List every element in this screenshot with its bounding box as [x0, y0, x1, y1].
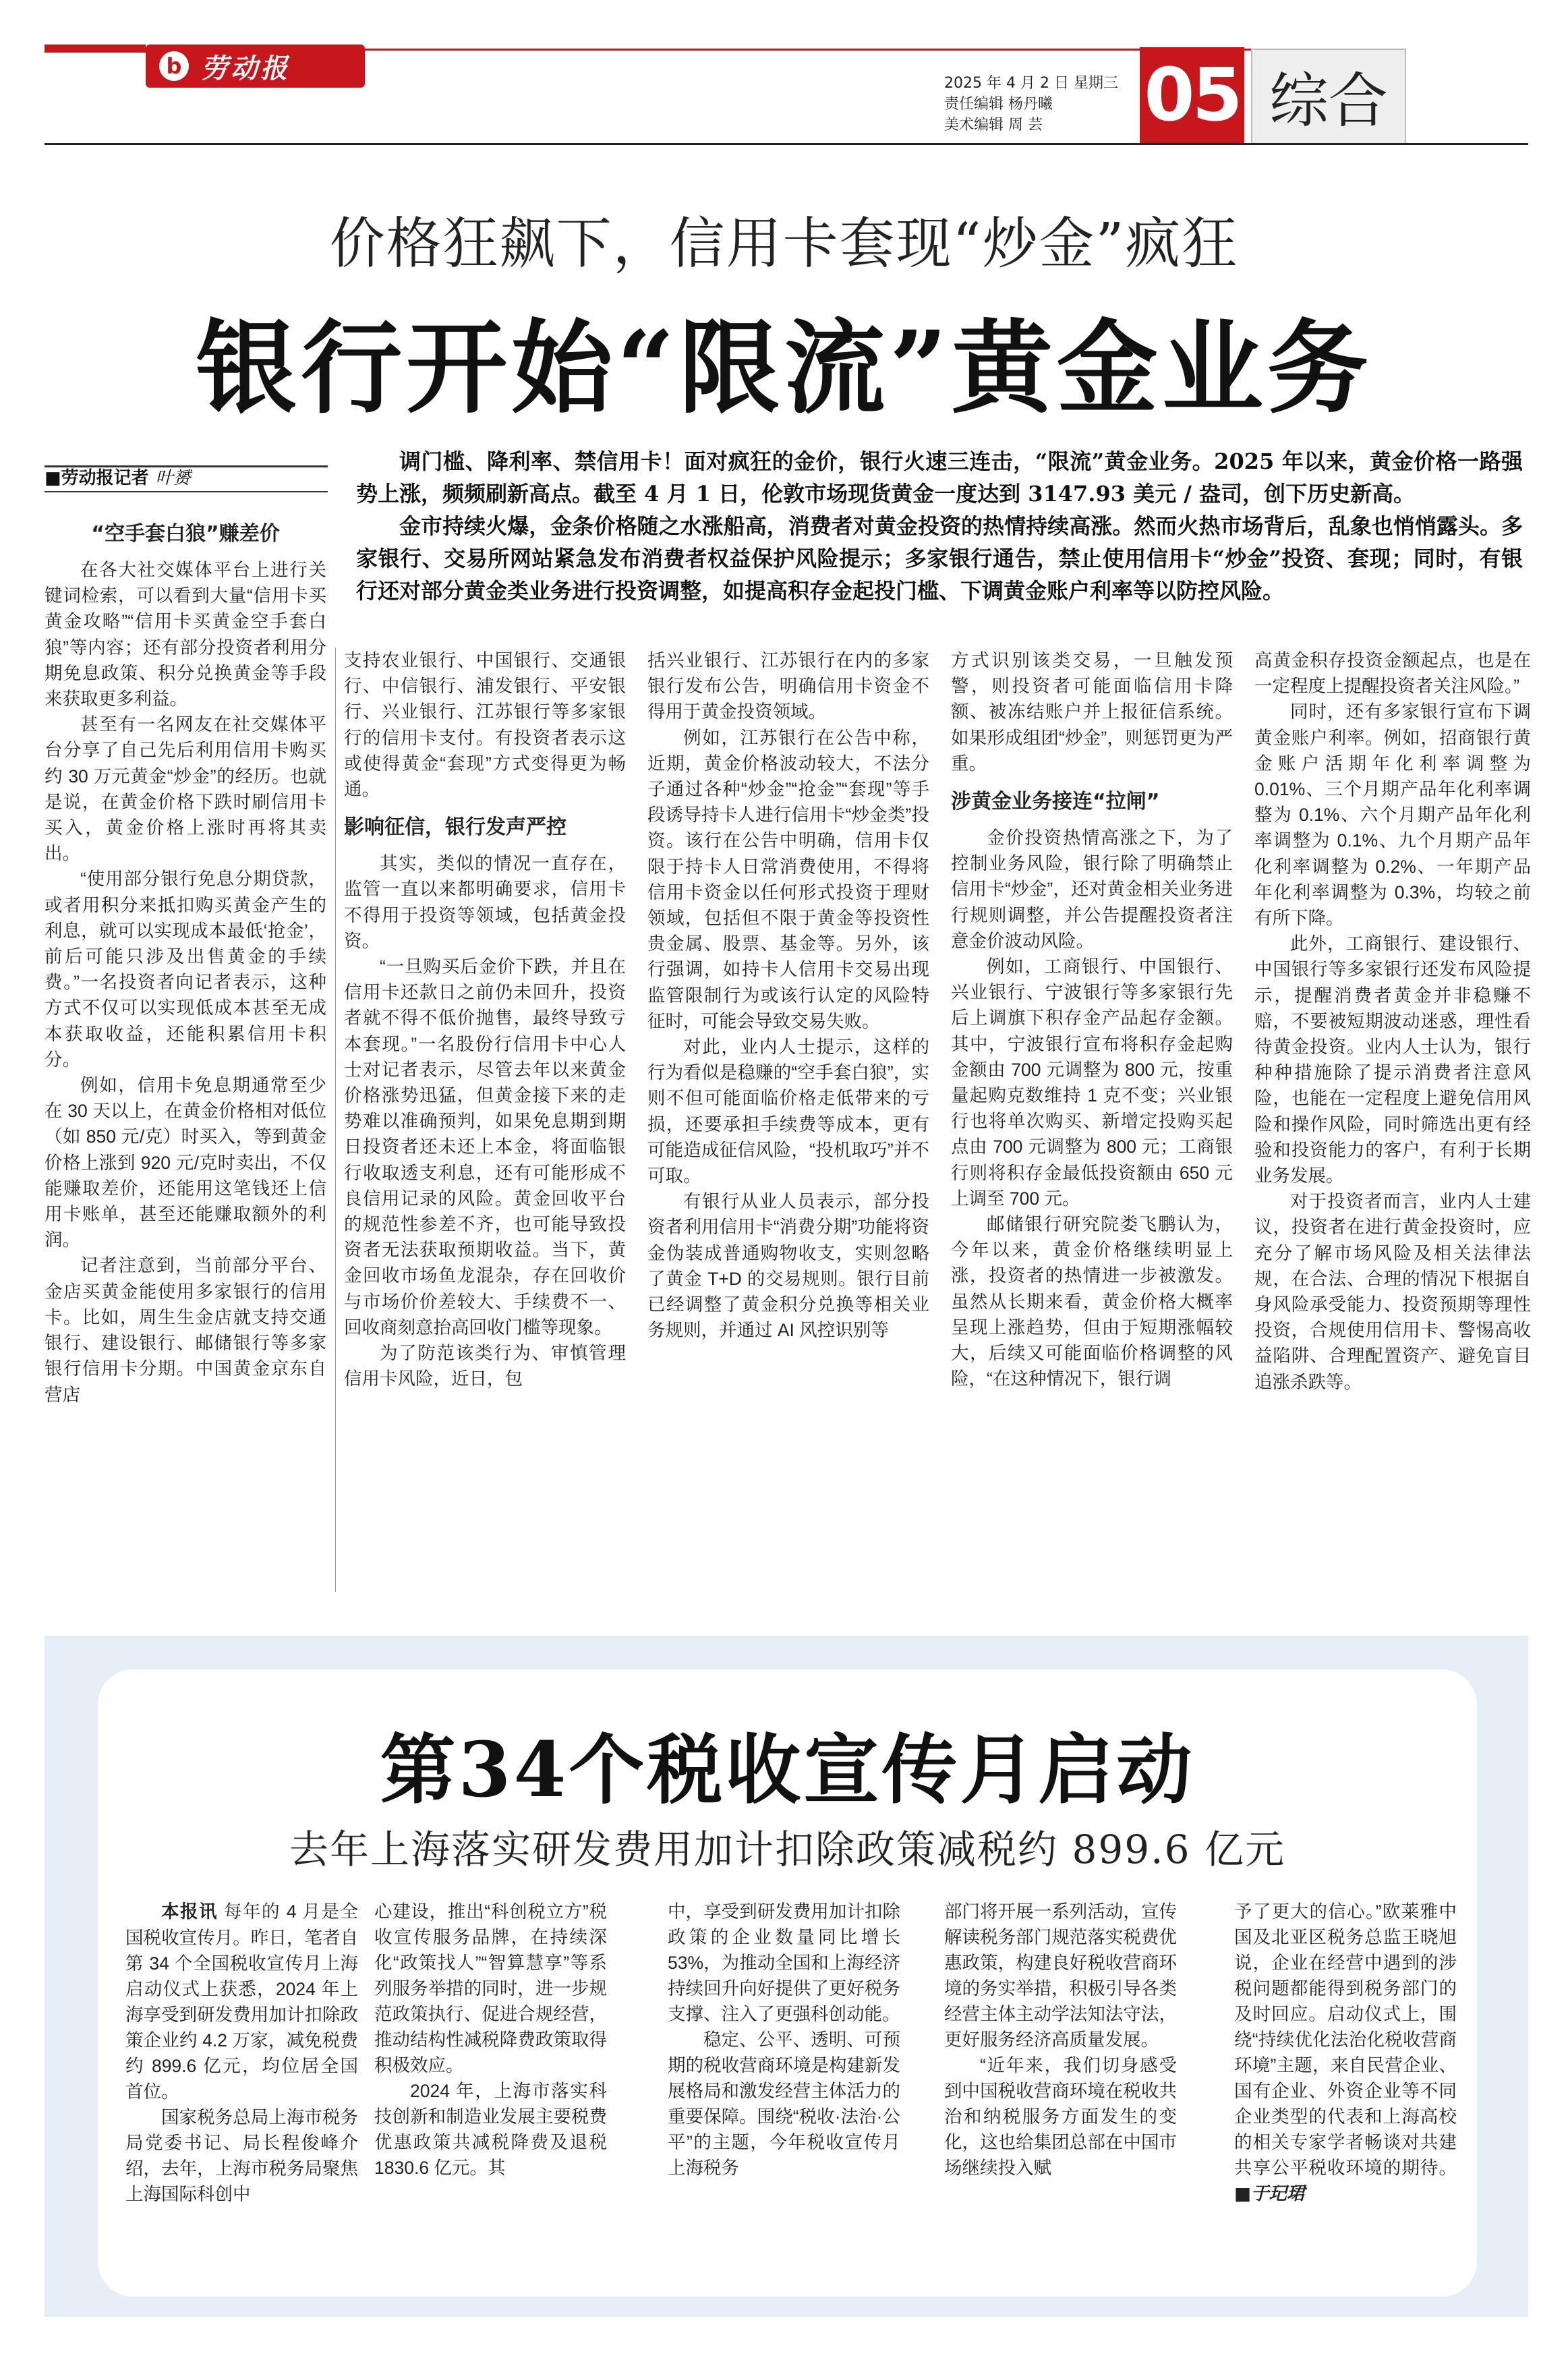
- body-paragraph: 记者注意到，当前部分平台、金店买黄金能使用多家银行的信用卡。比如，周生生金店就支持交通银行、建设银行、邮储银行等多家银行信用卡分期。中国黄金京东自营店: [45, 1255, 326, 1405]
- section-subhead: “空手套白狼”赚差价: [91, 522, 280, 546]
- masthead-bottom-rule: [45, 143, 1528, 145]
- body-paragraph: 有银行从业人员表示，部分投资者利用信用卡“消费分期”功能将资金伪装成普通购物收支，实则忽略了黄金 T+D 的交易规则。银行目前已经调整了黄金积分兑换等相关业务规则，并通过 AI 风控识别等: [647, 1191, 929, 1341]
- tax-column-1: [125, 1899, 358, 2266]
- article-column-5: [1254, 648, 1531, 1585]
- issue-info: [944, 73, 1146, 136]
- body-paragraph: 此外，工商银行、建设银行、中国银行等多家银行还发布风险提示，提醒消费者黄金并非稳赚不赔，不要被短期波动迷惑，理性看待黄金投资。业内人士认为，银行种种措施除了提示消费者注意风险，也能在一定程度上避免信用风险和操作风险，同时筛选出更有经验和投资能力的客户，有利于长期业务发展。: [1254, 933, 1531, 1186]
- tax-column-5: [1234, 1899, 1457, 2266]
- lead-paragraph: 金市持续火爆，金条价格随之水涨船高，消费者对黄金投资的热情持续高涨。然而火热市场背后，乱象也悄悄露头。多家银行、交易所网站紧急发布消费者权益保护风险提示；多家银行通告，禁止使用信用卡“炒金”投资、套现；同时，有银行还对部分黄金类业务进行投资调整，如提高积存金起投门槛、下调黄金账户利率等以防控风险。: [356, 513, 1523, 604]
- story-kicker: 价格狂飙下，信用卡套现“炒金”疯狂: [329, 212, 1239, 276]
- newspaper-logo: [146, 45, 365, 88]
- byline: [45, 464, 191, 489]
- body-paragraph: 中，享受到研发费用加计扣除政策的企业数量同比增长 53%，为推动全国和上海经济持续回升向好提供了更好税务支撑、注入了更强科创动能。: [668, 1901, 900, 2024]
- body-paragraph: 为了防范该类行为、审慎管理信用卡风险，近日，包: [344, 1343, 626, 1389]
- tax-story-headline: 第34个税收宣传月启动: [380, 1726, 1195, 1814]
- body-paragraph: 甚至有一名网友在社交媒体平台分享了自己先后利用信用卡购买约 30 万元黄金“炒金”的经历。也就是说，在黄金价格下跌时刷信用卡买入，黄金价格上涨时再将其卖出。: [45, 714, 326, 864]
- issue-date: 2025 年 4 月 2 日 星期三: [944, 75, 1118, 92]
- editor-credit: 责任编辑 杨丹曦: [944, 96, 1053, 113]
- column-divider: [335, 648, 336, 1592]
- body-paragraph: 2024 年，上海市落实科技创新和制造业发展主要税费优惠政策共减税降费及退税 1830.6 亿元。其: [374, 2081, 607, 2178]
- tax-column-3: [668, 1899, 900, 2266]
- logo-icon: b: [159, 51, 189, 81]
- byline-label: ■劳动报记者: [45, 468, 149, 488]
- body-paragraph: 括兴业银行、江苏银行在内的多家银行发布公告，明确信用卡资金不得用于黄金投资领域。: [647, 650, 929, 722]
- story-headline: 银行开始“限流”黄金业务: [196, 309, 1372, 428]
- art-editor-credit: 美术编辑 周 芸: [944, 117, 1043, 134]
- tax-column-4: [944, 1899, 1177, 2266]
- body-paragraph: 方式识别该类交易，一旦触发预警，则投资者可能面临信用卡降额、被冻结账户并上报征信系统。如果形成组团“炒金”，则惩罚更为严重。: [951, 650, 1233, 774]
- body-paragraph: 同时，还有多家银行宣布下调黄金账户利率。例如，招商银行黄金账户活期年化利率调整为 0.01%、三个月期产品年化利率调整为 0.1%、六个月期产品年化利率调整为 0.1%、九个月期产品年化利率调整为 0.2%、一年期产品年化利率调整为 0.3%，均较之前有所下降。: [1254, 701, 1531, 929]
- news-tag: 本报讯: [161, 1901, 219, 1922]
- body-paragraph: 部门将开展一系列活动，宣传解读税务部门规范落实税费优惠政策，构建良好税收营商环境的务实举措，积极引导各类经营主体主动学法知法守法，更好服务经济高质量发展。: [944, 1901, 1177, 2050]
- article-column-1: [45, 519, 326, 1585]
- byline-rule-bottom: [45, 491, 328, 492]
- body-paragraph: “近年来，我们切身感受到中国税收营商环境在税收共治和纳税服务方面发生的变化，这也给集团总部在中国市场继续投入赋: [944, 2055, 1177, 2178]
- body-paragraph: 例如，工商银行、中国银行、兴业银行、宁波银行等多家银行先后上调旗下积存金产品起存金额。其中，宁波银行宣布将积存金起购金额由 700 元调整为 800 元，按重量起购克数维持 1 克不变；兴业银行也将单次购买、新增定投购买起点由 700 元调整为 800 元；工商银行则将积存金最低投资额由 650 元上调至 700 元。: [951, 956, 1233, 1209]
- tax-column-2: [374, 1899, 607, 2266]
- author-signature: ■于玘珺: [1234, 2183, 1305, 2204]
- body-paragraph: 邮储银行研究院娄飞鹏认为，今年以来，黄金价格继续明显上涨，投资者的热情进一步被激发。虽然从长期来看，黄金价格大概率呈现上涨趋势，但由于短期涨幅较大，后续又可能面临价格调整的风险，“在这种情况下，银行调: [951, 1214, 1233, 1389]
- body-paragraph: 其实，类似的情况一直存在，监管一直以来都明确要求，信用卡不得用于投资等领域，包括黄金投资。: [344, 853, 626, 951]
- lead-paragraph: 调门槛、降利率、禁信用卡！面对疯狂的金价，银行火速三连击，“限流”黄金业务。2025 年以来，黄金价格一路强势上涨，频频刷新高点。截至 4 月 1 日，伦敦市场现货黄金一度达到 3147.93 美元 / 盎司，创下历史新高。: [356, 449, 1523, 507]
- article-column-3: [647, 648, 929, 1585]
- body-paragraph: 稳定、公平、透明、可预期的税收营商环境是构建新发展格局和激发经营主体活力的重要保障。围绕“税收·法治·公平”的主题，今年税收宣传月上海税务: [668, 2030, 900, 2178]
- body-paragraph: 高黄金积存投资金额起点，也是在一定程度上提醒投资者关注风险。”: [1254, 650, 1531, 697]
- body-paragraph: 例如，信用卡免息期通常至少在 30 天以上，在黄金价格相对低位（如 850 元/克）时买入，等到黄金价格上涨到 920 元/克时卖出，不仅能赚取差价，还能用这笔钱还上信用卡账单，甚至还能赚取额外的利润。: [45, 1075, 326, 1251]
- body-paragraph: 在各大社交媒体平台上进行关键词检索，可以看到大量“信用卡买黄金攻略”“信用卡买黄金空手套白狼”等内容；还有部分投资者利用分期免息政策、积分兑换黄金等手段来获取更多利益。: [45, 560, 326, 710]
- body-paragraph: 国家税务总局上海市税务局党委书记、局长程俊峰介绍，去年，上海市税务局聚焦上海国际科创中: [125, 2107, 358, 2204]
- story-lead: [356, 445, 1523, 607]
- body-paragraph: 对于投资者而言，业内人士建议，投资者在进行黄金投资时，应充分了解市场风险及相关法律法规，在合法、合理的情况下根据自身风险承受能力、投资预期等理性投资，合规使用信用卡、警惕高收益陷阱、合理配置资产、避免盲目追涨杀跌等。: [1254, 1191, 1531, 1392]
- page-number: 05: [1140, 47, 1244, 143]
- body-text: 予了更大的信心。”欧莱雅中国及北亚区税务总监王晓旭说，企业在经营中遇到的涉税问题都能得到税务部门的及时回应。启动仪式上，围绕“持续优化法治化税收营商环境”主题，来自民营企业、国有企业、外资企业等不同企业类型的代表和上海高校的相关专家学者畅谈对共建共享公平税收环境的期待。: [1234, 1901, 1457, 2178]
- body-paragraph: 心建设，推出“科创税立方”税收宣传服务品牌，在持续深化“政策找人”“智算慧享”等系列服务举措的同时，进一步规范政策执行、促进合规经营，推动结构性减税降费政策取得积极效应。: [374, 1901, 607, 2075]
- section-subhead: 涉黄金业务接连“拉闸”: [951, 790, 1160, 814]
- article-column-2: [344, 648, 626, 1585]
- body-paragraph: 例如，江苏银行在公告中称，近期，黄金价格波动较大，不法分子通过各种“炒金”“抢金”“套现”等手段诱导持卡人进行信用卡“炒金类”投资。该行在公告中明确，信用卡仅限于持卡人日常消费使用，不得将信用卡资金以任何形式投资于理财领域，包括但不限于黄金等投资性贵金属、股票、基金等。另外，该行强调，如持卡人信用卡交易出现监管限制行为或该行认定的风险特征时，可能会导致交易失败。: [647, 727, 929, 1031]
- logo-text: 劳动报: [201, 52, 290, 84]
- body-paragraph: 对此，业内人士提示，这样的行为看似是稳赚的“空手套白狼”，实则不但可能面临价格走低带来的亏损，还要承担手续费等成本，更有可能造成征信风险，“投机取巧”并不可取。: [647, 1037, 929, 1186]
- section-name: 综合: [1251, 49, 1406, 143]
- body-paragraph: 金价投资热情高涨之下，为了控制业务风险，银行除了明确禁止信用卡“炒金”，还对黄金相关业务进行规则调整，并公告提醒投资者注意金价波动风险。: [951, 828, 1233, 951]
- body-paragraph: “一旦购买后金价下跌，并且在信用卡还款日之前仍未回升，投资者就不得不低价抛售，最终导致亏本套现。”一名股份行信用卡中心人士对记者表示，尽管去年以来黄金价格涨势迅猛，但黄金接下来的走势难以准确预判，如果免息期到期日投资者还未还上本金，将面临银行收取透支利息，还有可能形成不良信用记录的风险。黄金回收平台的规范性参差不齐，也可能导致投资者无法获取预期收益。当下，黄金回收市场鱼龙混杂，存在回收价与市场价价差较大、手续费不一、回收商刻意抬高回收门槛等现象。: [344, 956, 626, 1338]
- byline-name: 叶赟: [155, 468, 191, 488]
- body-paragraph: “使用部分银行免息分期贷款，或者用积分来抵扣购买黄金产生的利息，就可以实现成本最低‘抢金’，前后可能只涉及出售黄金的手续费。”一名投资者向记者表示，这种方式不仅可以实现低成本甚至无成本获取收益，还能积累信用卡积分。: [45, 869, 326, 1070]
- masthead-red-accent: [45, 45, 146, 53]
- body-text: 每年的 4 月是全国税收宣传月。昨日，笔者自第 34 个全国税收宣传月上海启动仪式上获悉，2024 年上海享受到研发费用加计扣除政策企业约 4.2 万家，减免税费约 899.6 亿元，均位居全国首位。: [125, 1901, 358, 2102]
- tax-story-subheadline: 去年上海落实研发费用加计扣除政策减税约 899.6 亿元: [289, 1827, 1285, 1872]
- section-subhead: 影响征信，银行发声严控: [344, 815, 567, 840]
- body-paragraph: 支持农业银行、中国银行、交通银行、中信银行、浦发银行、平安银行、兴业银行、江苏银行等多家银行的信用卡支付。有投资者表示这或使得黄金“套现”方式变得更为畅通。: [344, 650, 626, 800]
- article-column-4: [951, 648, 1233, 1585]
